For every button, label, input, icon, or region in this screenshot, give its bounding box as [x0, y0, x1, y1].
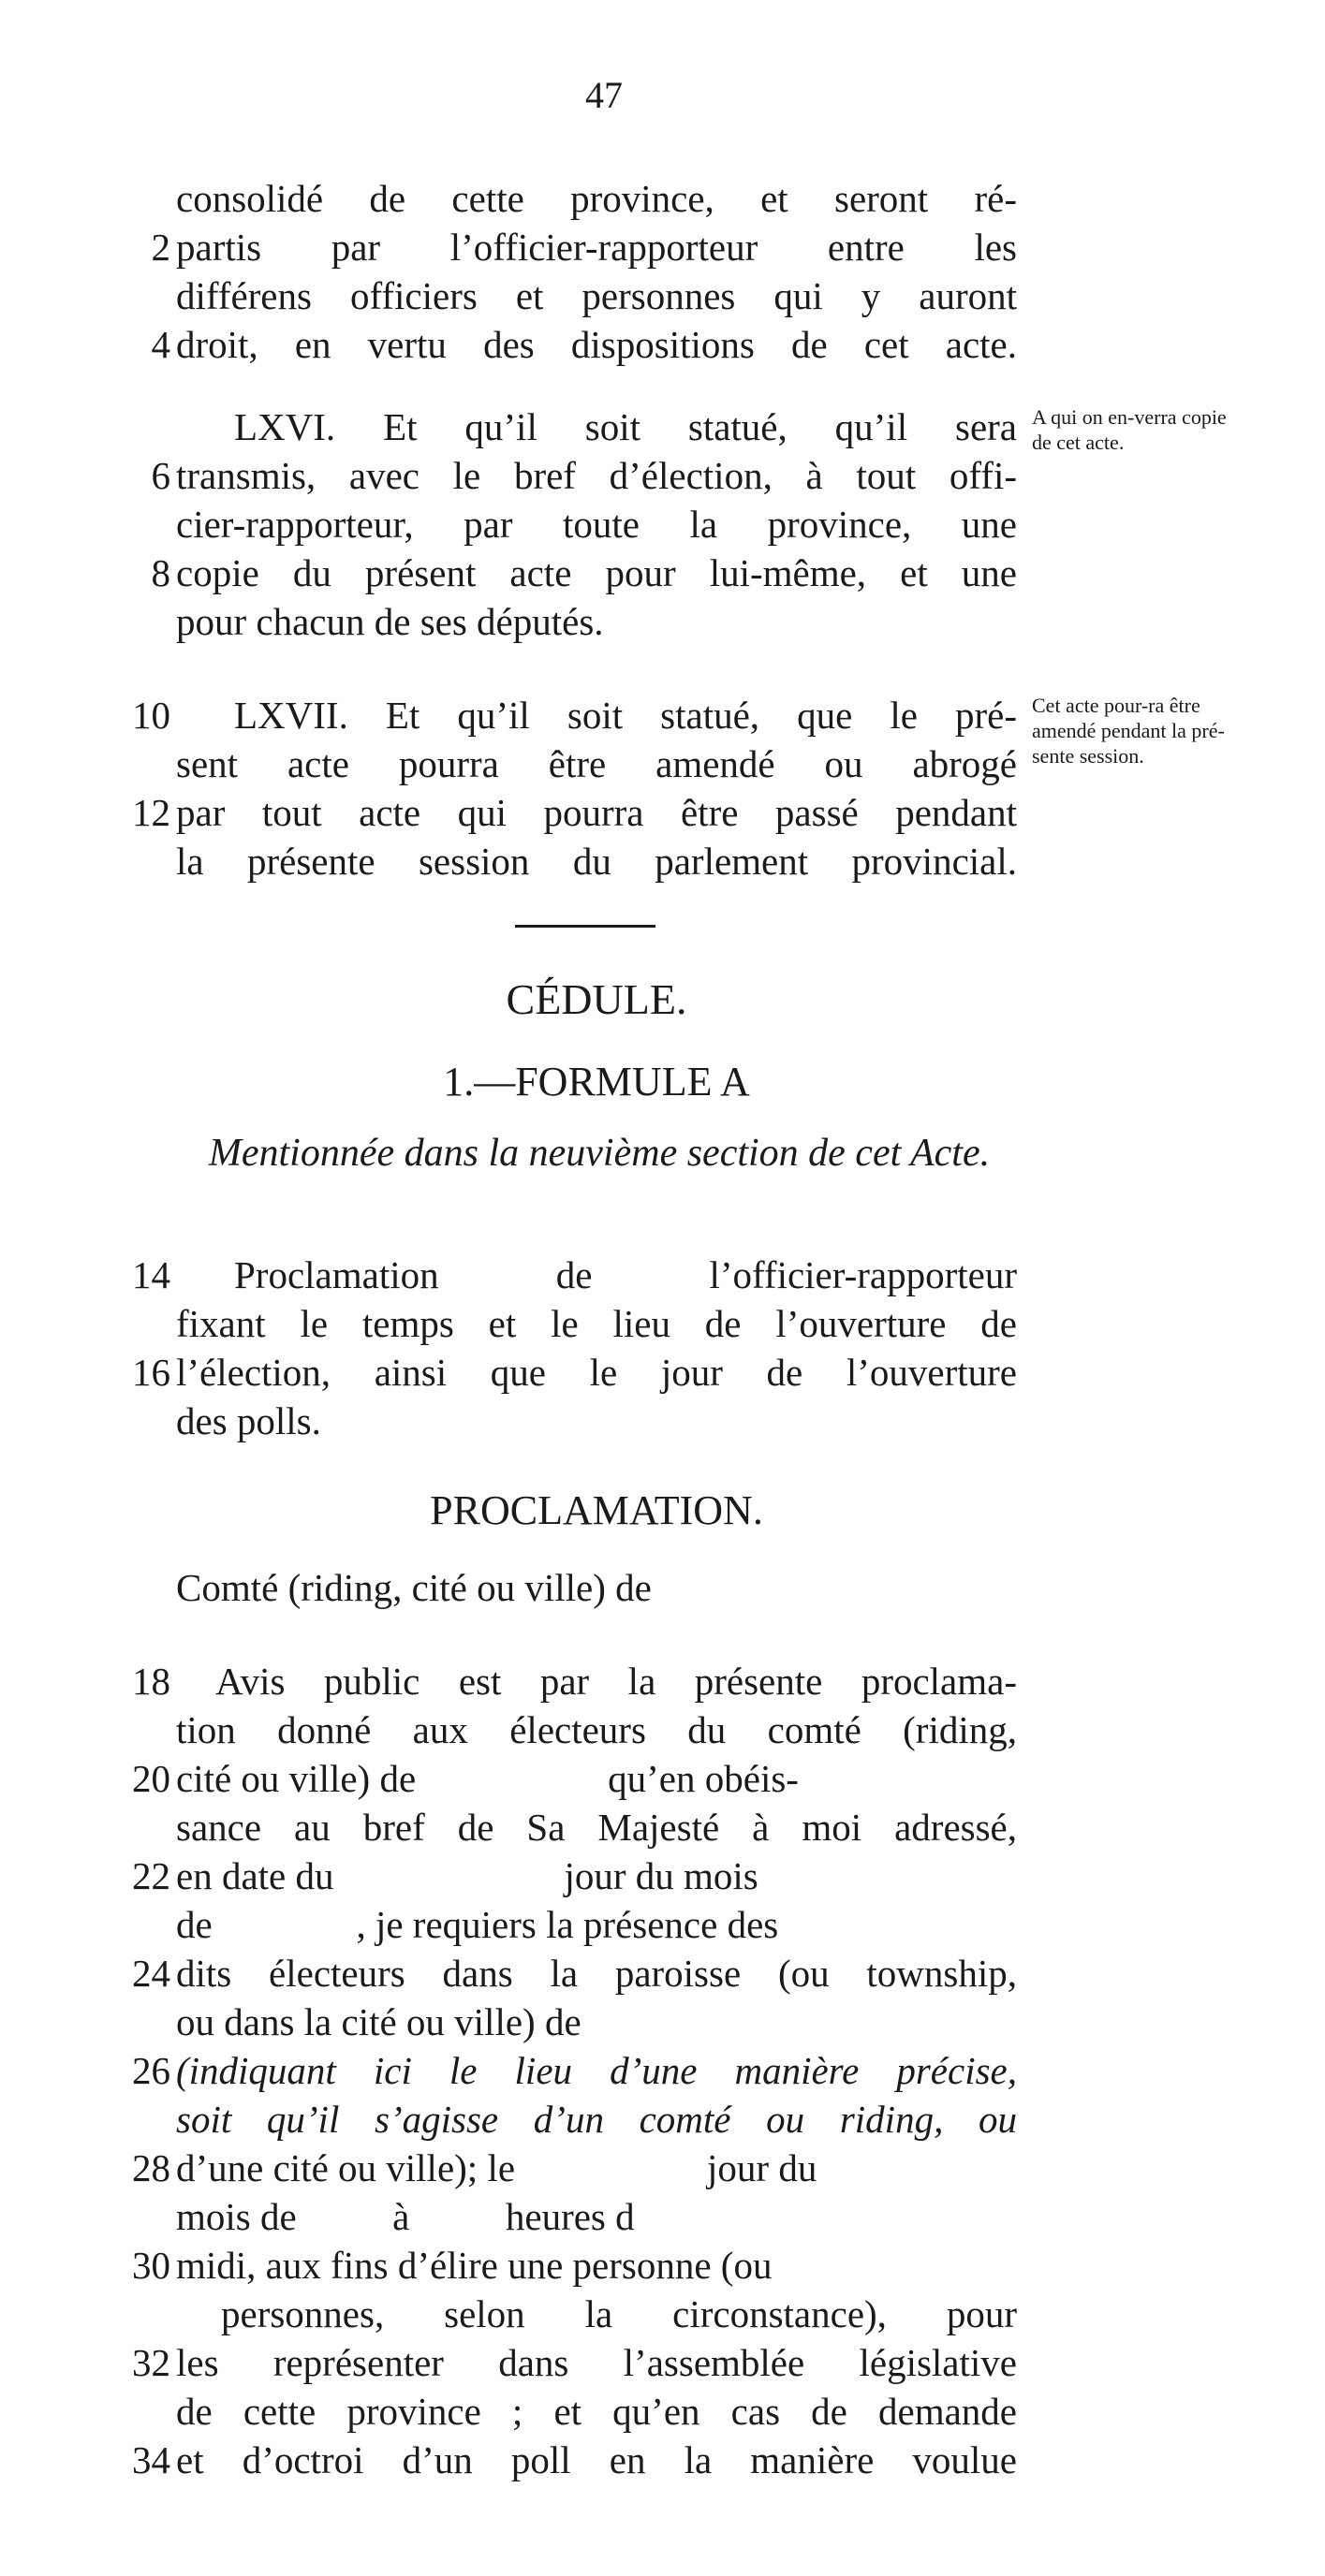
text-line: pour chacun de ses députés. [176, 600, 604, 643]
text-line: midi, aux fins d’élire une personne (ou [176, 2244, 773, 2287]
line-number: 24 [132, 1952, 170, 1995]
marginal-note: Cet acte pour-ra être amendé pendant la pré-sente session. [1032, 694, 1225, 768]
text-line: l’élection, ainsi que le jour de l’ouverture [176, 1351, 1017, 1394]
text-line: ou dans la cité ou ville) de [176, 2000, 582, 2043]
text-line: transmis, avec le bref d’élection, à tout offi- [176, 454, 1017, 497]
line-number: 16 [132, 1351, 170, 1394]
text-line: LXVI. Et qu’il soit statué, qu’il sera [234, 405, 1017, 448]
text-line: des polls. [176, 1399, 321, 1442]
text-line: partis par l’officier-rapporteur entre les [176, 226, 1017, 269]
text-line: d’une cité ou ville); le jour du [176, 2146, 817, 2189]
text-line: et d’octroi d’un poll en la manière voulue [176, 2438, 1017, 2481]
county-line: Comté (riding, cité ou ville) de [176, 1566, 652, 1609]
line-number: 12 [132, 791, 170, 834]
text-line: tion donné aux électeurs du comté (riding, [176, 1708, 1017, 1751]
text-line: (indiquant ici le lieu d’une manière précise, [176, 2049, 1017, 2092]
text-line: différens officiers et personnes qui y auront [176, 274, 1017, 317]
line-number: 30 [132, 2244, 170, 2287]
text-line: copie du présent acte pour lui-même, et une [176, 551, 1017, 594]
line-number: 8 [151, 551, 170, 594]
text-line: soit qu’il s’agisse d’un comté ou riding, ou [176, 2098, 1017, 2141]
line-number: 18 [132, 1660, 170, 1703]
text-line: consolidé de cette province, et seront ré- [176, 177, 1017, 220]
text-line: Proclamation de l’officier-rapporteur [234, 1253, 1017, 1296]
line-number: 28 [132, 2146, 170, 2189]
text-line: Avis public est par la présente proclama- [215, 1660, 1017, 1703]
form-subheading: Mentionnée dans la neuvième section de cet Acte. [208, 1132, 991, 1175]
text-line: LXVII. Et qu’il soit statué, que le pré- [234, 694, 1017, 737]
line-number: 22 [132, 1854, 170, 1897]
line-number: 32 [132, 2341, 170, 2384]
text-line: de cette province ; et qu’en cas de demande [176, 2390, 1017, 2433]
text-line: par tout acte qui pourra être passé pendant [176, 791, 1017, 834]
text-line: droit, en vertu des dispositions de cet acte. [176, 323, 1017, 366]
text-line: mois de à heures d [176, 2195, 635, 2238]
marginal-note: A qui on en-verra copie de cet acte. [1032, 405, 1227, 454]
text-line: cier-rapporteur, par toute la province, une [176, 503, 1017, 546]
section-divider [515, 925, 655, 928]
schedule-heading: CÉDULE. [506, 975, 687, 1023]
text-line: cité ou ville) de qu’en obéis- [176, 1757, 799, 1800]
text-line: personnes, selon la circonstance), pour [221, 2292, 1017, 2335]
text-line: en date du jour du mois [176, 1854, 758, 1897]
page-number: 47 [585, 74, 623, 116]
line-number: 2 [151, 226, 170, 269]
line-number: 6 [151, 454, 170, 497]
line-number: 26 [132, 2049, 170, 2092]
text-line: sance au bref de Sa Majesté à moi adressé, [176, 1806, 1017, 1849]
text-line: dits électeurs dans la paroisse (ou township, [176, 1952, 1017, 1995]
form-heading: 1.—FORMULE A [443, 1059, 750, 1105]
line-number: 34 [132, 2438, 170, 2481]
line-number: 14 [132, 1253, 170, 1296]
line-number: 4 [151, 323, 170, 366]
text-line: les représenter dans l’assemblée législative [176, 2341, 1017, 2384]
text-line: la présente session du parlement provincial. [176, 840, 1017, 883]
text-line: de , je requiers la présence des [176, 1903, 779, 1946]
proclamation-heading: PROCLAMATION. [430, 1487, 763, 1533]
text-line: fixant le temps et le lieu de l’ouverture de [176, 1302, 1017, 1345]
line-number: 10 [132, 694, 170, 737]
text-line: sent acte pourra être amendé ou abrogé [176, 742, 1017, 785]
line-number: 20 [132, 1757, 170, 1800]
